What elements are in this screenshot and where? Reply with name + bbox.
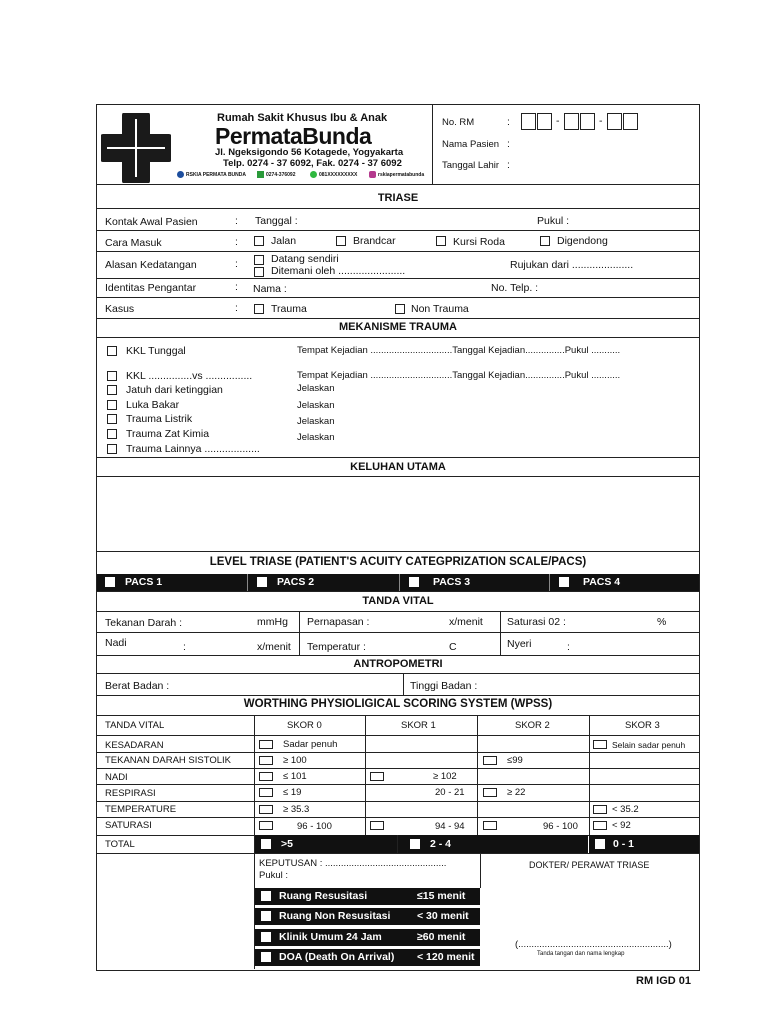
nama-pasien-label: Nama Pasien [442,139,500,150]
option-brandcar: Brandcar [353,235,396,247]
checkbox-saturasi-1[interactable] [370,821,384,830]
table-row: TEKANAN DARAH SISTOLIK [105,755,231,766]
checkbox-temperature-0[interactable] [259,805,273,814]
tinggi-badan-label[interactable]: Tinggi Badan : [410,680,478,692]
berat-badan-label[interactable]: Berat Badan : [105,680,170,692]
item-jatuh: Jatuh dari ketinggian [126,384,223,396]
nama-pengantar[interactable]: Nama : [253,283,287,295]
wpss-header-skor2: SKOR 2 [515,720,550,731]
nadi-label[interactable]: Nadi [105,637,127,649]
keputusan-pukul[interactable]: Pukul : [259,870,289,881]
checkbox-trauma-lainnya[interactable] [107,444,117,454]
pernapasan-label[interactable]: Pernapasan : [307,616,370,628]
wpss-title: WORTHING PHYSIOLIGICAL SCORING SYSTEM (WPSS) [243,698,553,710]
pacs-bar [97,574,699,591]
jelaskan-3[interactable]: Jelaskan [297,416,335,427]
option-datang-sendiri: Datang sendiri [271,253,339,265]
cara-masuk-label: Cara Masuk [105,237,162,249]
checkbox-saturasi-3[interactable] [593,821,607,830]
mekanisme-title: MEKANISME TRAUMA [339,321,457,333]
table-row: SATURASI [105,820,152,831]
checkbox-kursi-roda[interactable] [436,236,446,246]
pacs-4[interactable]: PACS 4 [549,574,699,591]
hospital-phone: Telp. 0274 - 37 6092, Fak. 0274 - 37 6092 [223,158,402,169]
antropometri-title: ANTROPOMETRI [353,658,443,670]
checkbox-nadi-1[interactable] [370,772,384,781]
item-trauma-zat-kimia: Trauma Zat Kimia [126,428,210,440]
checkbox-jalan[interactable] [254,236,264,246]
jelaskan-2[interactable]: Jelaskan [297,400,335,411]
checkbox-kkl-tunggal[interactable] [107,346,117,356]
checkbox-trauma[interactable] [254,304,264,314]
keluhan-title: KELUHAN UTAMA [350,461,446,473]
checkbox-temperature-3[interactable] [593,805,607,814]
nyeri-label[interactable]: Nyeri [507,638,532,650]
checkbox-brandcar[interactable] [336,236,346,246]
identitas-label: Identitas Pengantar [105,282,197,294]
hospital-logo [101,113,171,183]
checkbox-total-gt5[interactable] [261,839,271,849]
kkl-tunggal: KKL Tunggal [126,345,186,357]
hospital-address: Jl. Ngeksigondo 56 Kotagede, Yogyakarta [215,147,404,158]
item-luka-bakar: Luka Bakar [126,399,180,411]
total-label: TOTAL [105,839,135,850]
saturasi-label[interactable]: Saturasi 02 : [507,616,566,628]
checkbox-jatuh[interactable] [107,385,117,395]
triase-title: TRIASE [377,192,419,204]
checkbox-td-2[interactable] [483,756,497,765]
wpss-header-skor0: SKOR 0 [287,720,322,731]
table-row: NADI [105,772,128,783]
wpss-header-skor3: SKOR 3 [625,720,660,731]
checkbox-resusitasi[interactable] [261,891,271,901]
no-telp[interactable]: No. Telp. : [491,282,539,294]
facebook-icon [177,171,184,178]
wpss-header-skor1: SKOR 1 [401,720,436,731]
keluhan-area[interactable] [97,477,699,550]
no-rm-box-4[interactable] [580,113,595,130]
checkbox-trauma-zat-kimia[interactable] [107,429,117,439]
option-trauma: Trauma [271,303,307,315]
whatsapp-icon [310,171,317,178]
table-row: RESPIRASI [105,788,156,799]
kontak-awal-label: Kontak Awal Pasien [105,216,198,228]
form-code: RM IGD 01 [636,975,692,987]
checkbox-luka-bakar[interactable] [107,400,117,410]
checkbox-non-trauma[interactable] [395,304,405,314]
option-kursi-roda: Kursi Roda [453,236,505,248]
checkbox-pacs-2[interactable] [257,577,267,587]
pukul-label[interactable]: Pukul : [537,215,570,227]
tanggal-label[interactable]: Tanggal : [255,215,298,227]
temperatur-label[interactable]: Temperatur : [307,641,366,653]
checkbox-ditemani[interactable] [254,267,264,277]
checkbox-kesadaran-3[interactable] [593,740,607,749]
instagram-icon [369,171,376,178]
checkbox-respirasi-2[interactable] [483,788,497,797]
checkbox-doa[interactable] [261,952,271,962]
wpss-header-tanda-vital: TANDA VITAL [105,720,165,731]
option-jalan: Jalan [271,235,297,247]
alasan-label: Alasan Kedatangan [105,259,197,271]
pacs-1[interactable]: PACS 1 [97,574,247,591]
wpss-table: TANDA VITAL SKOR 0 SKOR 1 SKOR 2 SKOR 3 KESADARAN Sadar penuh Selain sadar penuh TEKANAN DARAH SISTOLIK ≥ 100 ≤99 NADI ≤ 101 ≥ 102 RESPIRASI ≤ 19 20 - 21 ≥ 22 TEMPERATURE ≥ 35.3 < 35.2 SATURASI 96 - 100 94 - 94 96 - 100 < 92 TOTAL >5 2 - 4 0 - 1 [97,715,699,853]
no-rm-box-5[interactable] [607,113,622,130]
checkbox-pacs-1[interactable] [105,577,115,587]
no-rm-box-3[interactable] [564,113,579,130]
checkbox-total-2-4[interactable] [410,839,420,849]
no-rm-box-6[interactable] [623,113,638,130]
no-rm-label: No. RM [442,117,475,128]
checkbox-klinik-umum[interactable] [261,932,271,942]
checkbox-datang-sendiri[interactable] [254,255,264,265]
room-resusitasi[interactable]: Ruang Resusitasi ≤15 menit [255,888,480,905]
checkbox-digendong[interactable] [540,236,550,246]
jelaskan-4[interactable]: Jelaskan [297,432,335,443]
tekanan-darah-label[interactable]: Tekanan Darah : [105,617,183,629]
rujukan-dari[interactable]: Rujukan dari ..................... [510,259,634,271]
total-0-1[interactable]: 0 - 1 [589,835,699,853]
kasus-label: Kasus [105,303,135,315]
dokter-perawat-label: DOKTER/ PERAWAT TRIASE [529,860,650,870]
hospital-line: Rumah Sakit Khusus Ibu & Anak [217,112,388,124]
option-ditemani: Ditemani oleh ....................... [271,265,406,277]
signature-caption: Tanda tangan dan nama lengkap [537,951,625,957]
checkbox-total-0-1[interactable] [595,839,605,849]
triage-form: Rumah Sakit Khusus Ibu & Anak PermataBunda Jl. Ngeksigondo 56 Kotagede, Yogyakarta Telp. 0274 - 37 6092, Fak. 0274 - 37 6092 RSKIA PERMATA BUNDA 0274-376092 081XXXXXXXXX rskiapermatabunda No. RM : - - Nama Pasien : Tanggal Lahir : TRIASE Kontak Awal Pasien : Tanggal : Pukul : Cara Masuk : Jalan Brandcar Kursi Roda Digendong Alasan Kedatangan : Datang sendiri Ditemani oleh ....................... Rujukan dari ..................... Identitas Pengantar : Nama : No. Telp. : Kasus : Trauma Non Trauma MEKANISME TRAUMA KKL Tunggal Tempat Kejadian ...............................Tanggal Kejadian...............Pukul ........... KKL ...............vs ................ Tempat Kejadian ...............................Tanggal Kejadian...............Pukul ........... Jatuh dari ketinggian Jelaskan Luka Bakar Jelaskan Trauma Listrik Jelaskan Trauma Zat Kimia Jelaskan Trauma Lainnya ................... KELUHAN UTAMA LEVEL TRIASE (PATIENT'S ACUITY CATEGPRIZATION SCALE/PACS) PACS 1 PACS 2 PACS 3 PACS 4 TANDA VITAL Tekanan Darah : mmHg Pernapasan : x/menit Saturasi 02 : % Nadi : x/menit Temperatur : C Nyeri : ANTROPOMETRI Berat Badan : Tinggi Badan : WORTHING PHYSIOLIGICAL SCORING SYSTEM (WPSS) TANDA VITAL SKOR 0 SKOR 1 SKOR 2 SKOR 3 KESADARAN Sadar penuh Selain sadar penuh TEKANAN DARAH SISTOLIK ≥ 100 ≤99 NADI ≤ 101 ≥ 102 RESPIRASI ≤ 19 20 - 21 ≥ 22 TEMPERATURE ≥ 35.3 < 35.2 SATURASI 96 - 100 94 - 94 96 - 100 < 92 TOTAL >5 2 - 4 0 - 1 KEPUTUSAN : .............................................. Pukul : Ruang Resusitasi ≤15 menit Ruang Non Resusitasi < 30 menit Klinik Umum 24 Jam ≥60 menit DOA (Death On Arrival) < 120 menit DOKTER/ PERAWAT TRIASE (.........................................................) Tanda tangan dan nama lengkap [96,104,700,971]
pacs-3[interactable]: PACS 3 [399,574,549,591]
kkl-vs-info[interactable]: Tempat Kejadian ...............................Tanggal Kejadian...............Pukul ........... [297,370,621,381]
option-digendong: Digendong [557,235,608,247]
item-trauma-lainnya: Trauma Lainnya ................... [126,443,260,455]
social-facebook: RSKIA PERMATA BUNDA [186,172,246,178]
pacs-2[interactable]: PACS 2 [247,574,399,591]
tanda-vital-title: TANDA VITAL [362,595,434,607]
room-klinik-umum[interactable]: Klinik Umum 24 Jam ≥60 menit [255,929,480,946]
phone-icon [257,171,264,178]
checkbox-trauma-listrik[interactable] [107,414,117,424]
room-doa[interactable]: DOA (Death On Arrival) < 120 menit [255,949,480,966]
checkbox-td-0[interactable] [259,756,273,765]
tanggal-lahir-label: Tanggal Lahir [442,160,500,171]
item-trauma-listrik: Trauma Listrik [126,413,193,425]
checkbox-pacs-3[interactable] [409,577,419,587]
total-2-4[interactable]: 2 - 4 [398,835,588,853]
social-instagram: rskiapermatabunda [378,172,425,178]
table-row: KESADARAN [105,740,164,751]
option-non-trauma: Non Trauma [411,303,469,315]
social-phone: 0274-376092 [266,172,296,178]
no-rm-box-2[interactable] [537,113,552,130]
checkbox-saturasi-2[interactable] [483,821,497,830]
room-non-resusitasi[interactable]: Ruang Non Resusitasi < 30 menit [255,908,480,925]
checkbox-pacs-4[interactable] [559,577,569,587]
keputusan-label[interactable]: KEPUTUSAN : .............................................. [259,858,447,869]
table-row: TEMPERATURE [105,804,177,815]
level-triase-title: LEVEL TRIASE (PATIENT'S ACUITY CATEGPRIZATION SCALE/PACS) [209,556,587,568]
signature-line[interactable]: (.........................................................) [515,939,672,950]
checkbox-respirasi-0[interactable] [259,788,273,797]
no-rm-box-1[interactable] [521,113,536,130]
checkbox-non-resusitasi[interactable] [261,911,271,921]
kkl-tunggal-info[interactable]: Tempat Kejadian ...............................Tanggal Kejadian...............Pukul ........... [297,345,621,356]
checkbox-kesadaran-0[interactable] [259,740,273,749]
social-bar [177,171,437,181]
total-gt5[interactable]: >5 [255,835,397,853]
checkbox-saturasi-0[interactable] [259,821,273,830]
social-whatsapp: 081XXXXXXXXX [319,172,358,178]
jelaskan-1[interactable]: Jelaskan [297,383,335,394]
brand-name: PermataBunda [215,123,372,149]
checkbox-kkl-vs[interactable] [107,371,117,381]
checkbox-nadi-0[interactable] [259,772,273,781]
kkl-vs: KKL ...............vs ................ [126,370,253,382]
